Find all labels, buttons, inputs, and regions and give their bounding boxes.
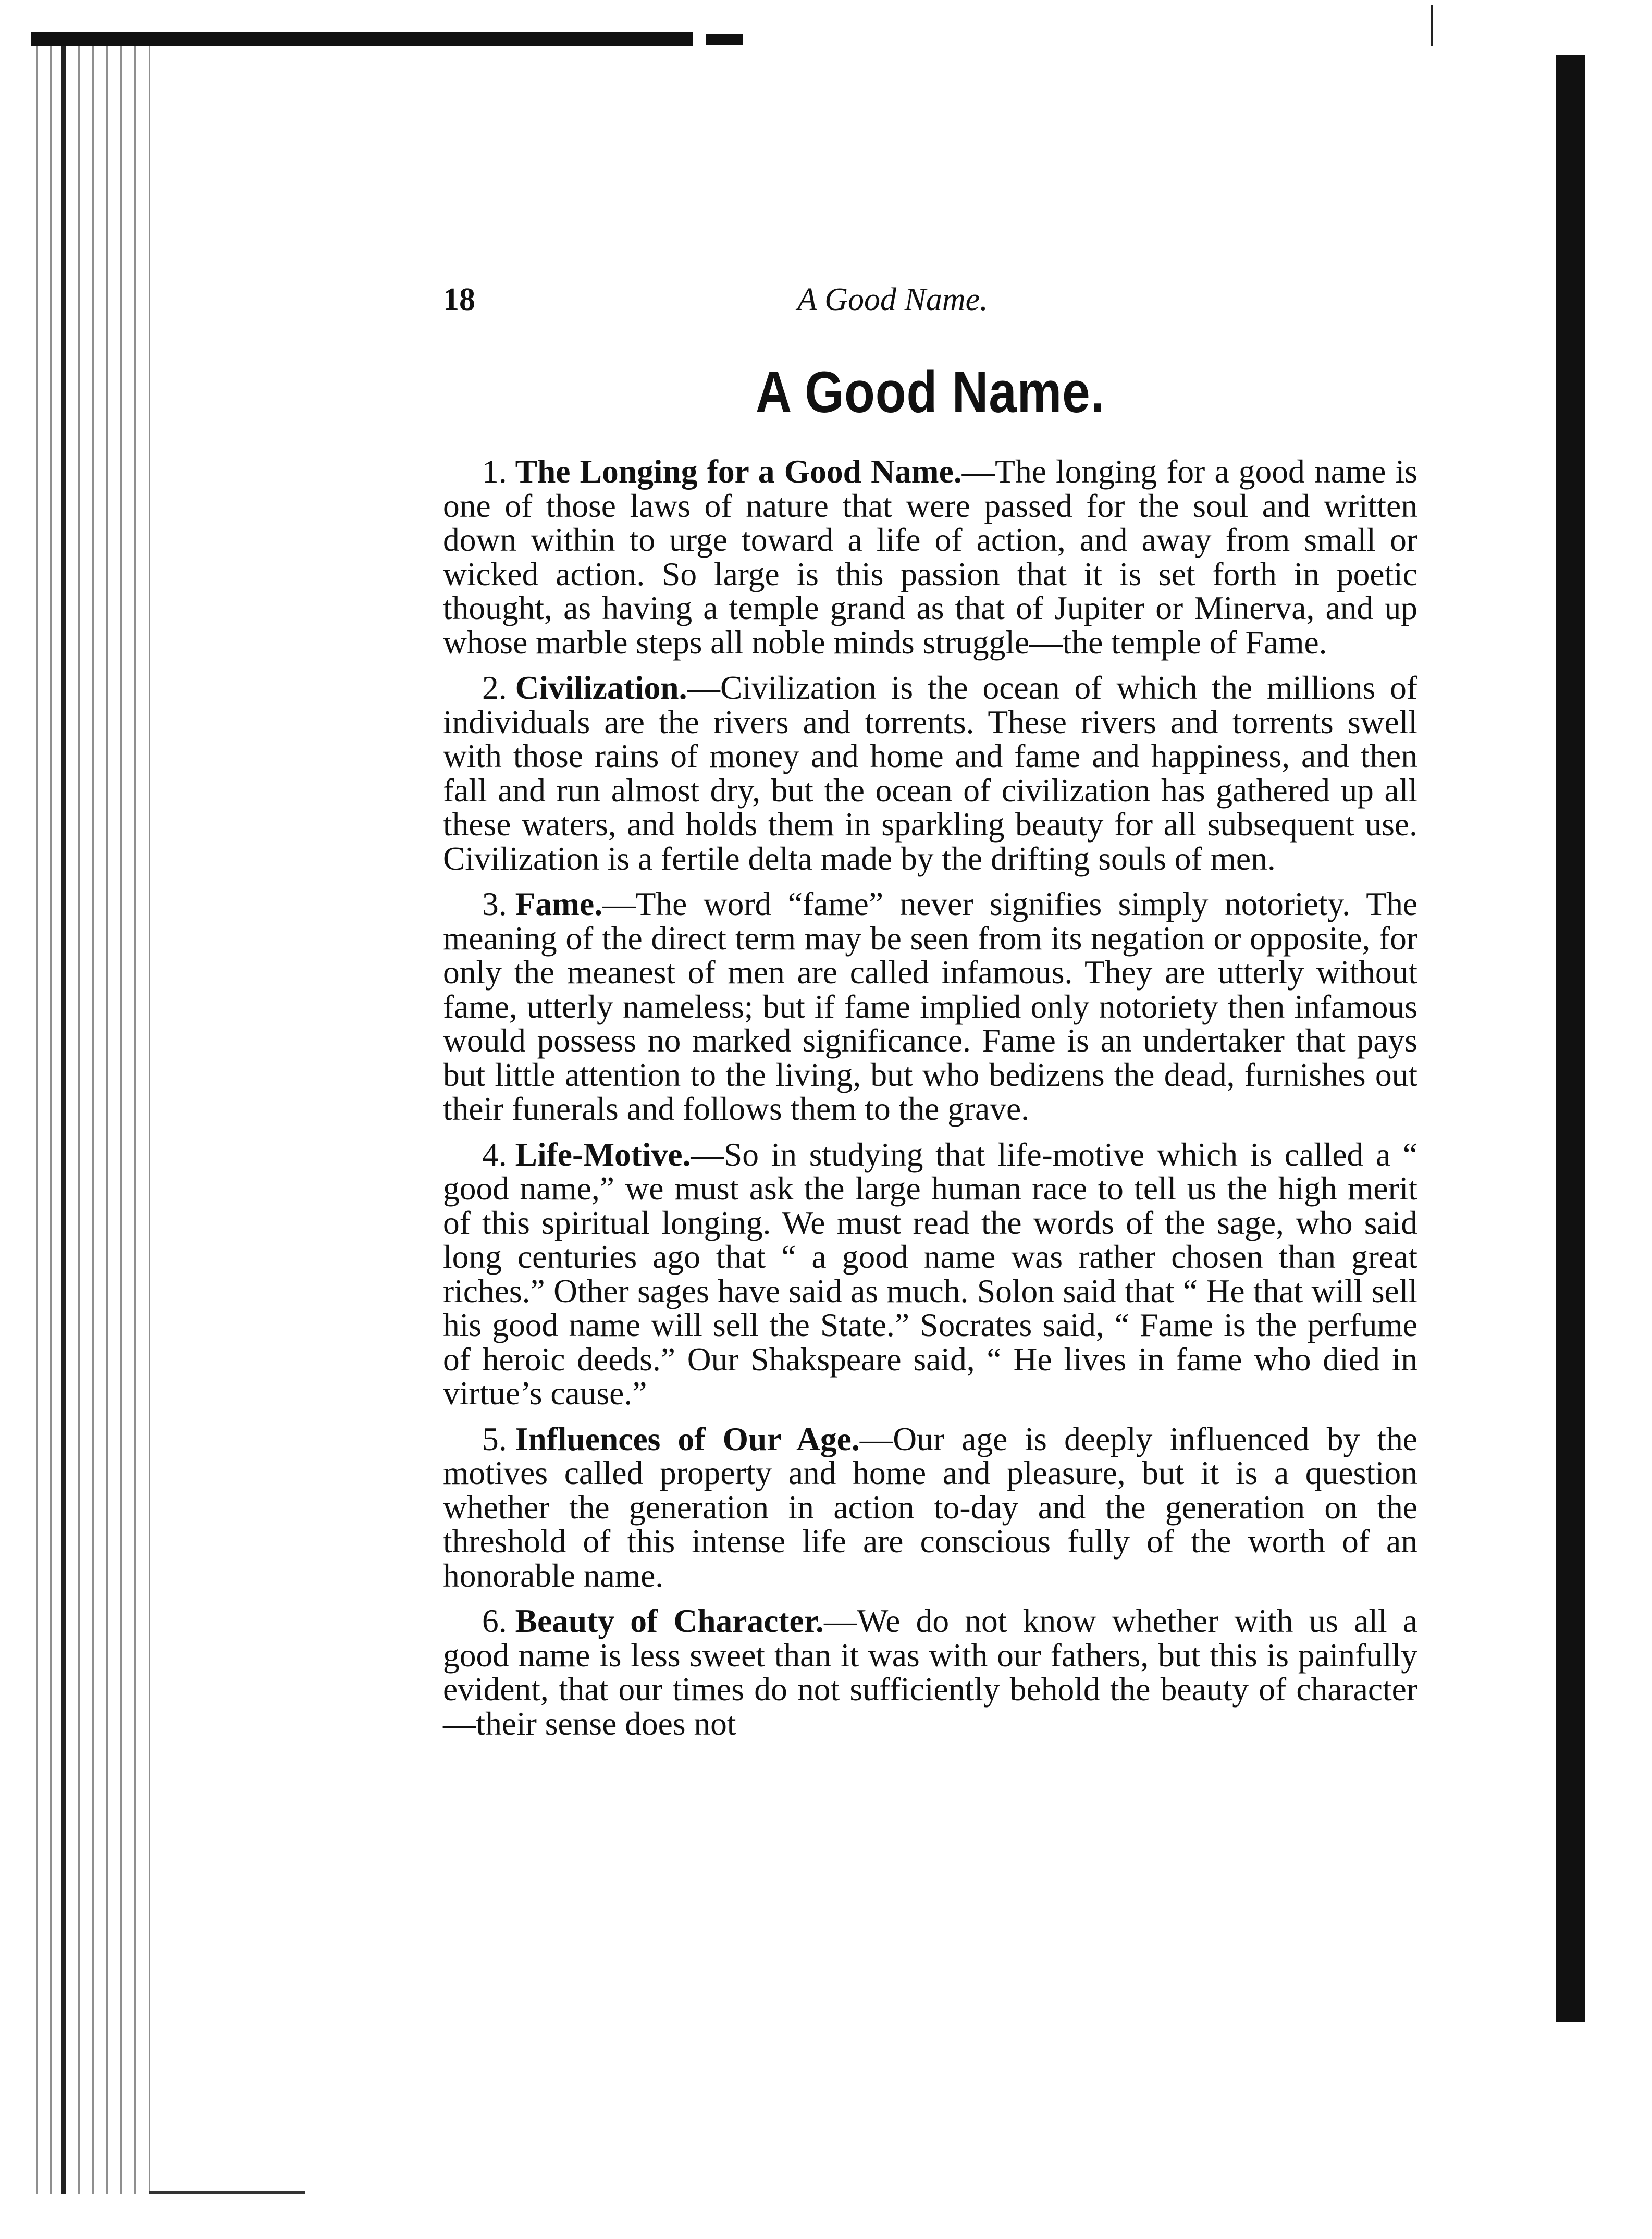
paragraph-body: —We do not know whether with us all a good name is less sweet than it was with our fathers, but this is painfully evident, that our times do not sufficiently behold the beauty of character—their sense does not	[443, 1602, 1417, 1742]
chapter-title: A Good Name.	[755, 360, 1105, 425]
paragraph-heading: Life-Motive.	[515, 1135, 691, 1173]
paragraph-heading: Fame.	[515, 885, 603, 922]
paragraph-1	[443, 454, 1417, 659]
paragraph-body: —The word “fame” never signifies simply notoriety. The meaning of the direct term may be seen from its negation or opposite, for only the meanest of men are called infamous. They are utterly without fame, utterly nameless; but if fame implied only notoriety then infamous would possess no marked significance. Fame is an undertaker that pays but little attention to the living, but who bedizens the dead, furnishes out their funerals and follows them to the grave.	[443, 885, 1417, 1127]
running-title: A Good Name.	[797, 282, 988, 317]
binding-edge	[31, 36, 151, 2194]
top-rule	[31, 32, 693, 46]
paragraph-number: 5.	[482, 1420, 507, 1457]
paragraph-number: 1.	[482, 453, 507, 490]
paragraph-number: 6.	[482, 1602, 507, 1639]
bottom-rule	[149, 2191, 305, 2194]
page-content	[443, 281, 1417, 1752]
paragraph-heading: Civilization.	[515, 669, 687, 706]
page-number: 18	[443, 282, 475, 317]
paragraph-5	[443, 1422, 1417, 1593]
paragraph-body: —Our age is deeply influenced by the motives called property and home and pleasure, but it is a question whether the generation in action to-day and the generation on the threshold of this intense life are conscious fully of the worth of an honorable name.	[443, 1420, 1417, 1594]
binding-shadow	[61, 36, 66, 2194]
paragraph-3	[443, 887, 1417, 1126]
running-head	[443, 281, 1417, 328]
paragraph-number: 2.	[482, 669, 507, 706]
paragraph-heading: Influences of Our Age.	[515, 1420, 860, 1457]
paragraph-2	[443, 671, 1417, 875]
paragraph-heading: The Longing for a Good Name.	[515, 453, 962, 490]
paragraph-heading: Beauty of Character.	[515, 1602, 824, 1639]
top-rule-stub	[706, 34, 743, 45]
paragraph-4	[443, 1137, 1417, 1411]
paragraph-body: —So in studying that life-motive which is called a “ good name,” we must ask the large human race to tell us the high merit of this spiritual longing. We must read the words of the sage, who said long centuries ago that “ a good name was rather chosen than great riches.” Other sages have said as much. Solon said that “ He that will sell his good name will sell the State.” Socrates said, “ Fame is the perfume of heroic deeds.” Our Shakspeare said, “ He lives in fame who died in virtue’s cause.”	[443, 1135, 1417, 1412]
paragraph-body: —The longing for a good name is one of those laws of nature that were passed for the soul and written down within to urge toward a life of action, and away from small or wicked action. So large is this passion that it is set forth in poetic thought, as having a temple grand as that of Jupiter or Minerva, and up whose marble steps all noble minds struggle—the temple of Fame.	[443, 453, 1418, 661]
paragraph-number: 3.	[482, 885, 507, 922]
paragraph-body: —Civilization is the ocean of which the millions of individuals are the rivers and torrents. These rivers and torrents swell with those rains of money and home and fame and happiness, and then fall and run almost dry, but the ocean of civilization has gathered up all these waters, and holds them in sparkling beauty for all subsequent use. Civilization is a fertile delta made by the drifting souls of men.	[443, 669, 1417, 877]
paragraph-6	[443, 1604, 1417, 1740]
scan-tick-mark	[1431, 5, 1433, 46]
paragraph-number: 4.	[482, 1135, 507, 1173]
page-edge-shadow	[1556, 55, 1585, 2022]
